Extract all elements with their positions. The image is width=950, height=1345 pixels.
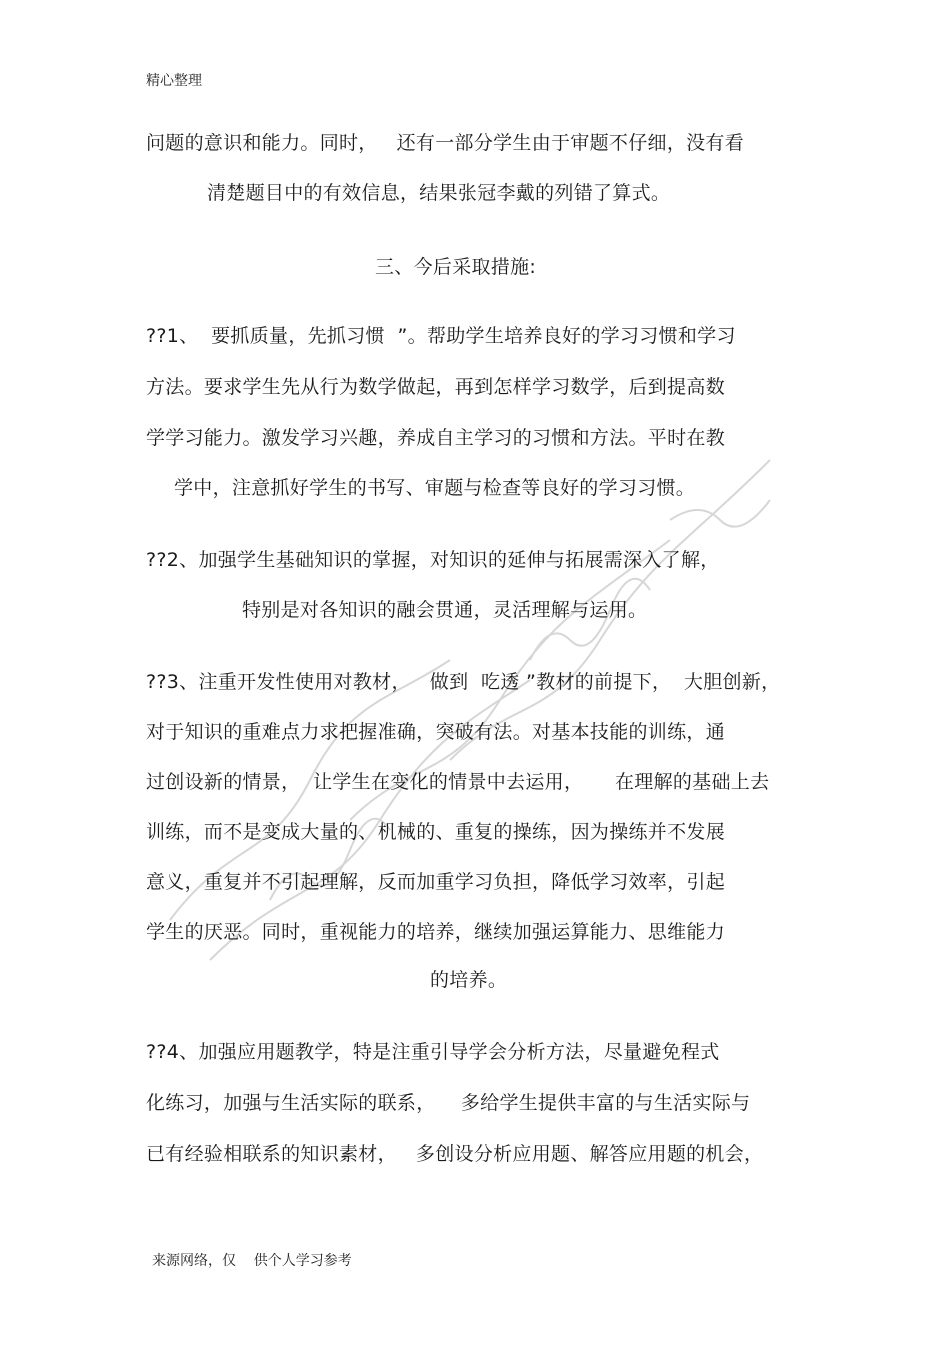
- body-line: 的培养。: [430, 969, 508, 991]
- body-line: ??2、加强学生基础知识的掌握，对知识的延伸与拓展需深入了解，: [146, 549, 720, 571]
- section-heading: 三、今后采取措施:: [375, 256, 537, 278]
- body-line: 化练习，加强与生活实际的联系， 多给学生提供丰富的与生活实际与: [146, 1092, 751, 1114]
- page-header: 精心整理: [146, 73, 202, 89]
- body-line: 清楚题目中的有效信息，结果张冠李戴的列错了算式。: [207, 182, 671, 204]
- body-line: 学中，注意抓好学生的书写、审题与检查等良好的学习习惯。: [174, 477, 696, 499]
- body-line: 训练，而不是变成大量的、机械的、重复的操练，因为操练并不发展: [146, 821, 726, 843]
- body-line: 学生的厌恶。同时，重视能力的培养，继续加强运算能力、思维能力: [146, 921, 726, 943]
- body-line: ??4、加强应用题教学，特是注重引导学会分析方法，尽量避免程式: [146, 1041, 720, 1063]
- body-line: 过创设新的情景， 让学生在变化的情景中去运用， 在理解的基础上去: [146, 771, 770, 793]
- body-line: 意义，重复并不引起理解，反而加重学习负担，降低学习效率，引起: [146, 871, 726, 893]
- body-line: 学学习能力。激发学习兴趣，养成自主学习的习惯和方法。平时在教: [146, 427, 726, 449]
- page-footer: 来源网络，仅 供个人学习参考: [152, 1253, 352, 1269]
- body-line: 对于知识的重难点力求把握准确，突破有法。对基本技能的训练，通: [146, 721, 726, 743]
- body-line: 已有经验相联系的知识素材， 多创设分析应用题、解答应用题的机会，: [146, 1143, 764, 1165]
- body-line: ??1、 要抓质量，先抓习惯 ”。帮助学生培养良好的学习习惯和学习: [146, 325, 736, 347]
- body-line: 方法。要求学生先从行为数学做起，再到怎样学习数学，后到提高数: [146, 376, 726, 398]
- body-line: 特别是对各知识的融会贯通，灵活理解与运用。: [242, 599, 648, 621]
- body-line: ??3、注重开发性使用对教材， 做到 吃透 ”教材的前提下， 大胆创新，: [146, 671, 781, 693]
- body-line: 问题的意识和能力。同时， 还有一部分学生由于审题不仔细，没有看: [146, 132, 745, 154]
